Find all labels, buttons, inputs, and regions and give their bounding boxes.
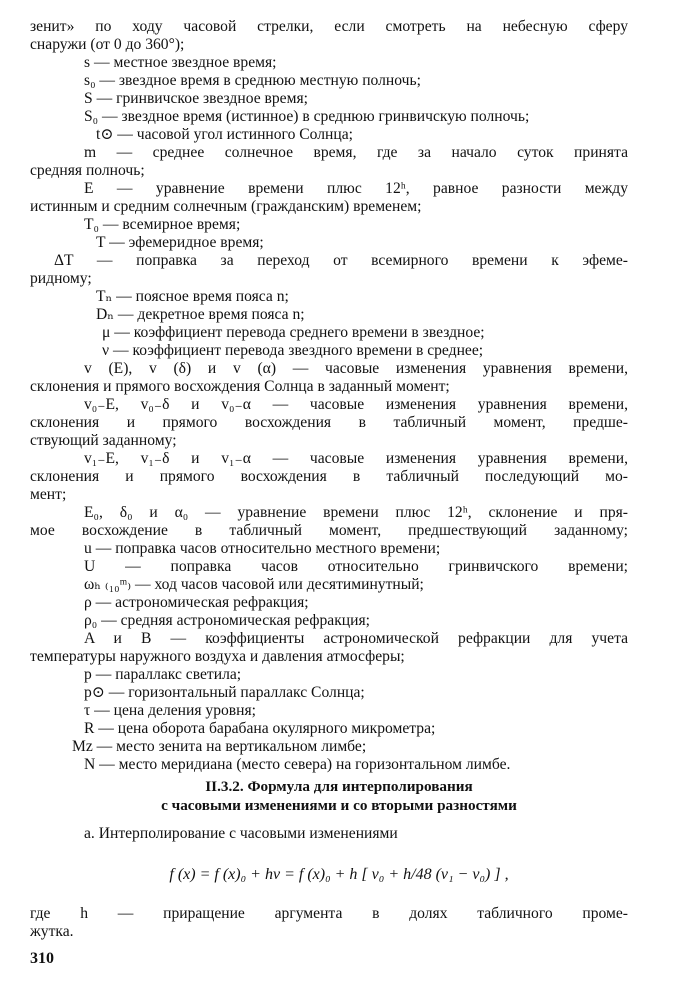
notation-line: склонения и прямого восхождения Солнца в заданный момент; — [30, 378, 450, 395]
notation-line: ωₕ ₍₁₀ᵐ₎ — ход часов часовой или десятиминутный; — [84, 576, 424, 593]
notation-line: s₀ — звездное время в среднюю местную полночь; — [84, 72, 421, 89]
notation-line: ρ₀ — средняя астрономическая рефракция; — [84, 612, 370, 629]
notation-line: S₀ — звездное время (истинное) в среднюю гринвичскую полночь; — [84, 108, 530, 125]
notation-line: E — уравнение времени плюс 12ʰ, равное разности между — [84, 180, 628, 197]
notation-line: истинным и средним солнечным (гражданским) временем; — [30, 198, 422, 215]
notation-line: τ — цена деления уровня; — [84, 702, 257, 719]
subsection-title: а. Интерполирование с часовыми изменениями — [84, 825, 398, 842]
explanation-line1: где h — приращение аргумента в долях табличного проме- — [30, 905, 628, 922]
notation-line: ρ — астрономическая рефракция; — [84, 594, 309, 611]
notation-line: R — цена оборота барабана окулярного микрометра; — [84, 720, 436, 737]
notation-line: Mz — место зенита на вертикальном лимбе; — [72, 738, 367, 755]
notation-line: мент; — [30, 486, 67, 503]
notation-line: зенит» по ходу часовой стрелки, если смотреть на небесную сферу — [30, 18, 628, 35]
notation-line: U — поправка часов относительно гринвичского времени; — [84, 558, 628, 575]
notation-line: N — место меридиана (место севера) на горизонтальном лимбе. — [84, 756, 511, 773]
notation-line: v₁₋E, v₁₋δ и v₁₋α — часовые изменения уравнения времени, — [84, 450, 628, 467]
notation-line: средняя полночь; — [30, 162, 145, 179]
notation-line: s — местное звездное время; — [84, 54, 277, 71]
notation-list — [30, 18, 628, 774]
page-number: 310 — [30, 950, 54, 967]
notation-line: v₀₋E, v₀₋δ и v₀₋α — часовые изменения уравнения времени, — [84, 396, 628, 413]
notation-line: склонения и прямого восхождения в табличный момент, предше- — [30, 414, 628, 431]
notation-line: температуры наружного воздуха и давления атмосферы; — [30, 648, 405, 665]
notation-line: Tₙ — поясное время пояса n; — [96, 288, 289, 305]
explanation-line2: жутка. — [30, 923, 74, 940]
notation-line: μ — коэффициент перевода среднего времени в звездное; — [102, 324, 485, 341]
notation-line: A и B — коэффициенты астрономической рефракции для учета — [84, 630, 628, 647]
notation-line: ΔT — поправка за переход от всемирного времени к эфеме- — [54, 252, 628, 269]
notation-line: ствующий заданному; — [30, 432, 177, 449]
section-heading-line1: II.3.2. Формула для интерполирования — [205, 778, 473, 795]
notation-line: ридному; — [30, 270, 92, 287]
notation-line: склонения и прямого восхождения в табличный последующий мо- — [30, 468, 628, 485]
notation-line: снаружи (от 0 до 360°); — [30, 36, 185, 53]
notation-line: E₀, δ₀ и α₀ — уравнение времени плюс 12ʰ, склонение и пря- — [84, 504, 628, 521]
notation-line: T₀ — всемирное время; — [84, 216, 241, 233]
notation-line: T — эфемеридное время; — [96, 234, 264, 251]
notation-line: t⊙ — часовой угол истинного Солнца; — [96, 126, 353, 143]
notation-line: S — гринвичское звездное время; — [84, 90, 308, 107]
notation-line: m — среднее солнечное время, где за начало суток принята — [84, 144, 628, 161]
notation-line: v (E), v (δ) и v (α) — часовые изменения уравнения времени, — [84, 360, 628, 377]
interpolation-formula: f (x) = f (x)₀ + hv = f (x)₀ + h [ v₀ + h/48 (v₁ − v₀) ] , — [169, 866, 509, 883]
section-heading-line2: с часовыми изменениями и со вторыми разностями — [161, 797, 517, 814]
notation-line: p⊙ — горизонтальный параллакс Солнца; — [84, 684, 365, 701]
notation-line: p — параллакс светила; — [84, 666, 242, 683]
notation-line: ν — коэффициент перевода звездного времени в среднее; — [102, 342, 484, 359]
notation-line: u — поправка часов относительно местного времени; — [84, 540, 441, 557]
notation-line: мое восхождение в табличный момент, предшествующий заданному; — [30, 522, 628, 539]
notation-line: Dₙ — декретное время пояса n; — [96, 306, 305, 323]
formula-explanation — [30, 905, 628, 941]
